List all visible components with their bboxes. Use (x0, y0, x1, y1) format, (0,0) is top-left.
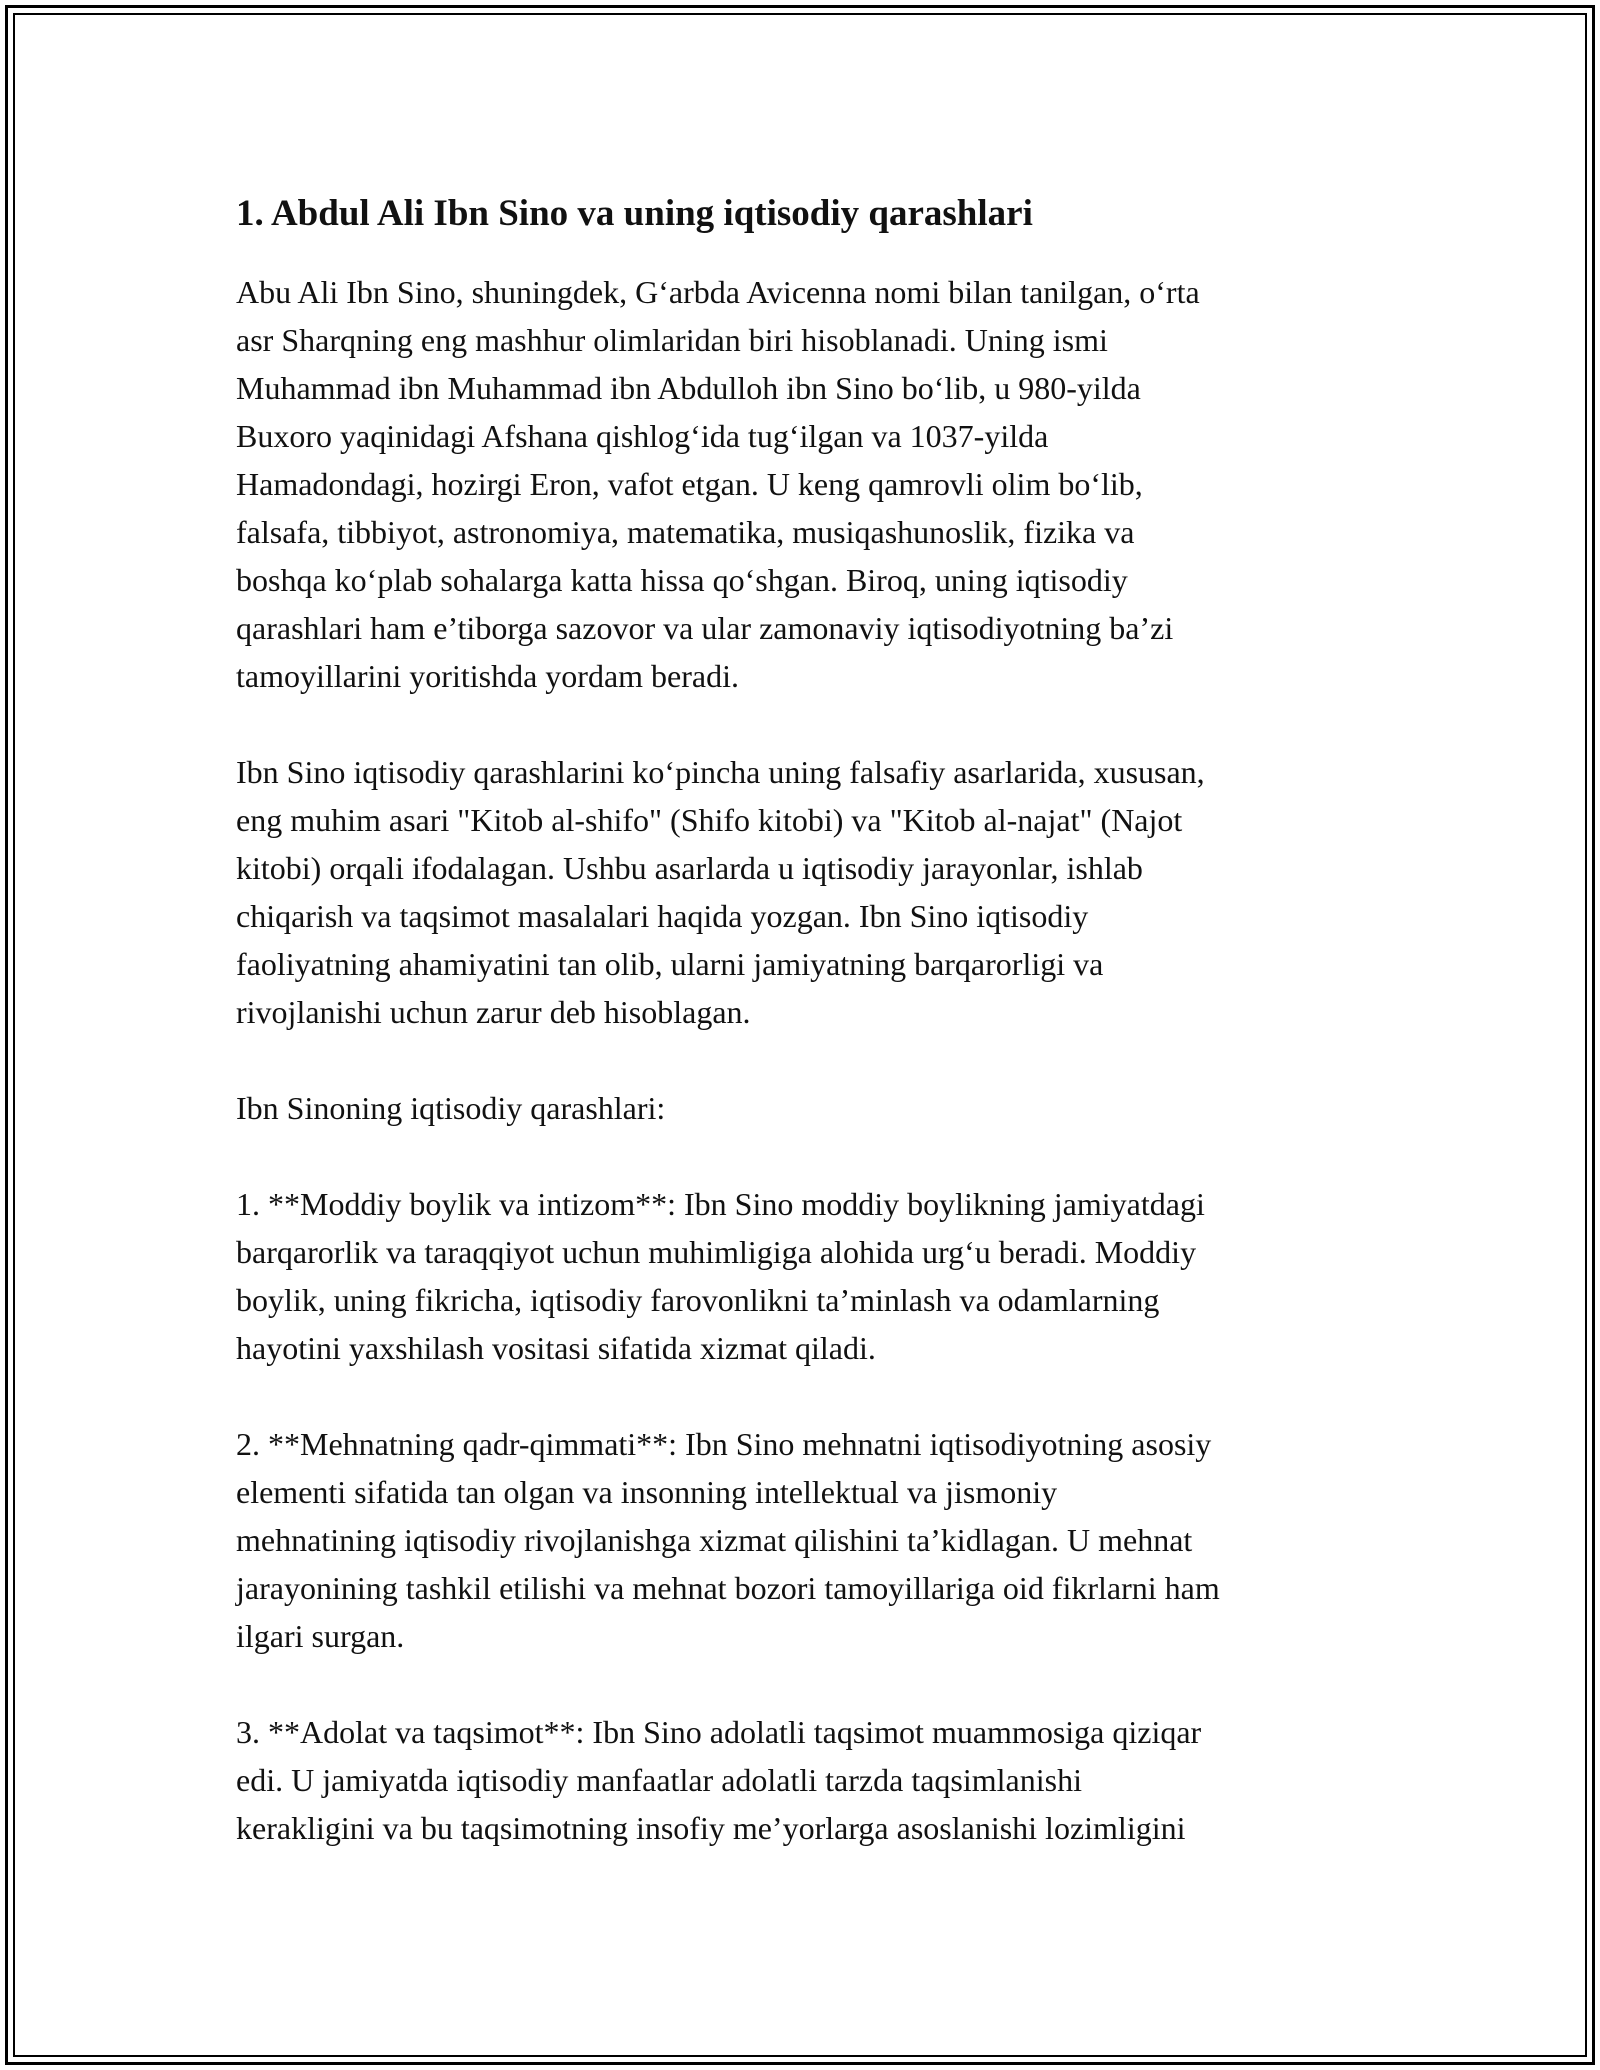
paragraph-intro: Abu Ali Ibn Sino, shuningdek, G‘arbda Avicenna nomi bilan tanilgan, o‘rta asr Sharqning eng mashhur olimlaridan biri hisoblanadi. Uning ismi Muhammad ibn Muhammad ibn Abdulloh ibn Sino bo‘lib, u 980-yilda Buxoro yaqinidagi Afshana qishlog‘ida tug‘ilgan va 1037-yilda Hamadondagi, hozirgi Eron, vafot etgan. U keng qamrovli olim bo‘lib, falsafa, tibbiyot, astronomiya, matematika, musiqashunoslik, fizika va boshqa ko‘plab sohalarga katta hissa qo‘shgan. Biroq, uning iqtisodiy qarashlari ham e’tiborga sazovor va ular zamonaviy iqtisodiyotning ba’zi tamoyillarini yoritishda yordam beradi. (236, 274, 1200, 694)
paragraph-item-1: 1. **Moddiy boylik va intizom**: Ibn Sino moddiy boylikning jamiyatdagi barqarorlik va taraqqiyot uchun muhimligiga alohida urg‘u beradi. Moddiy boylik, uning fikricha, iqtisodiy farovonlikni ta’minlash va odamlarning hayotini yaxshilash vositasi sifatida xizmat qiladi. (236, 1186, 1205, 1366)
paragraph-item-2: 2. **Mehnatning qadr-qimmati**: Ibn Sino mehnatni iqtisodiyotning asosiy elementi sifatida tan olgan va insonning intellektual va jismoniy mehnatining iqtisodiy rivojlanishga xizmat qilishini ta’kidlagan. U mehnat jarayonining tashkil etilishi va mehnat bozori tamoyillariga oid fikrlarni ham ilgari surgan. (236, 1426, 1220, 1654)
paragraph-list-heading: Ibn Sinoning iqtisodiy qarashlari: (236, 1090, 666, 1126)
paragraph-item-3: 3. **Adolat va taqsimot**: Ibn Sino adolatli taqsimot muammosiga qiziqar edi. U jamiyatda iqtisodiy manfaatlar adolatli tarzda taqsimlanishi kerakligini va bu taqsimotning insofiy me’yorlarga asoslanishi lozimligini (236, 1714, 1202, 1846)
paragraph-works: Ibn Sino iqtisodiy qarashlarini ko‘pincha uning falsafiy asarlarida, xususan, eng muhim asari "Kitob al-shifo" (Shifo kitobi) va "Kitob al-najat" (Najot kitobi) orqali ifodalagan. Ushbu asarlarda u iqtisodiy jarayonlar, ishlab chiqarish va taqsimot masalalari haqida yozgan. Ibn Sino iqtisodiy faoliyatning ahamiyatini tan olib, ularni jamiyatning barqarorligi va rivojlanishi uchun zarur deb hisoblagan. (236, 754, 1205, 1030)
document-title: 1. Abdul Ali Ibn Sino va uning iqtisodiy qarashlari (236, 193, 1033, 234)
document-body (236, 190, 1376, 1900)
